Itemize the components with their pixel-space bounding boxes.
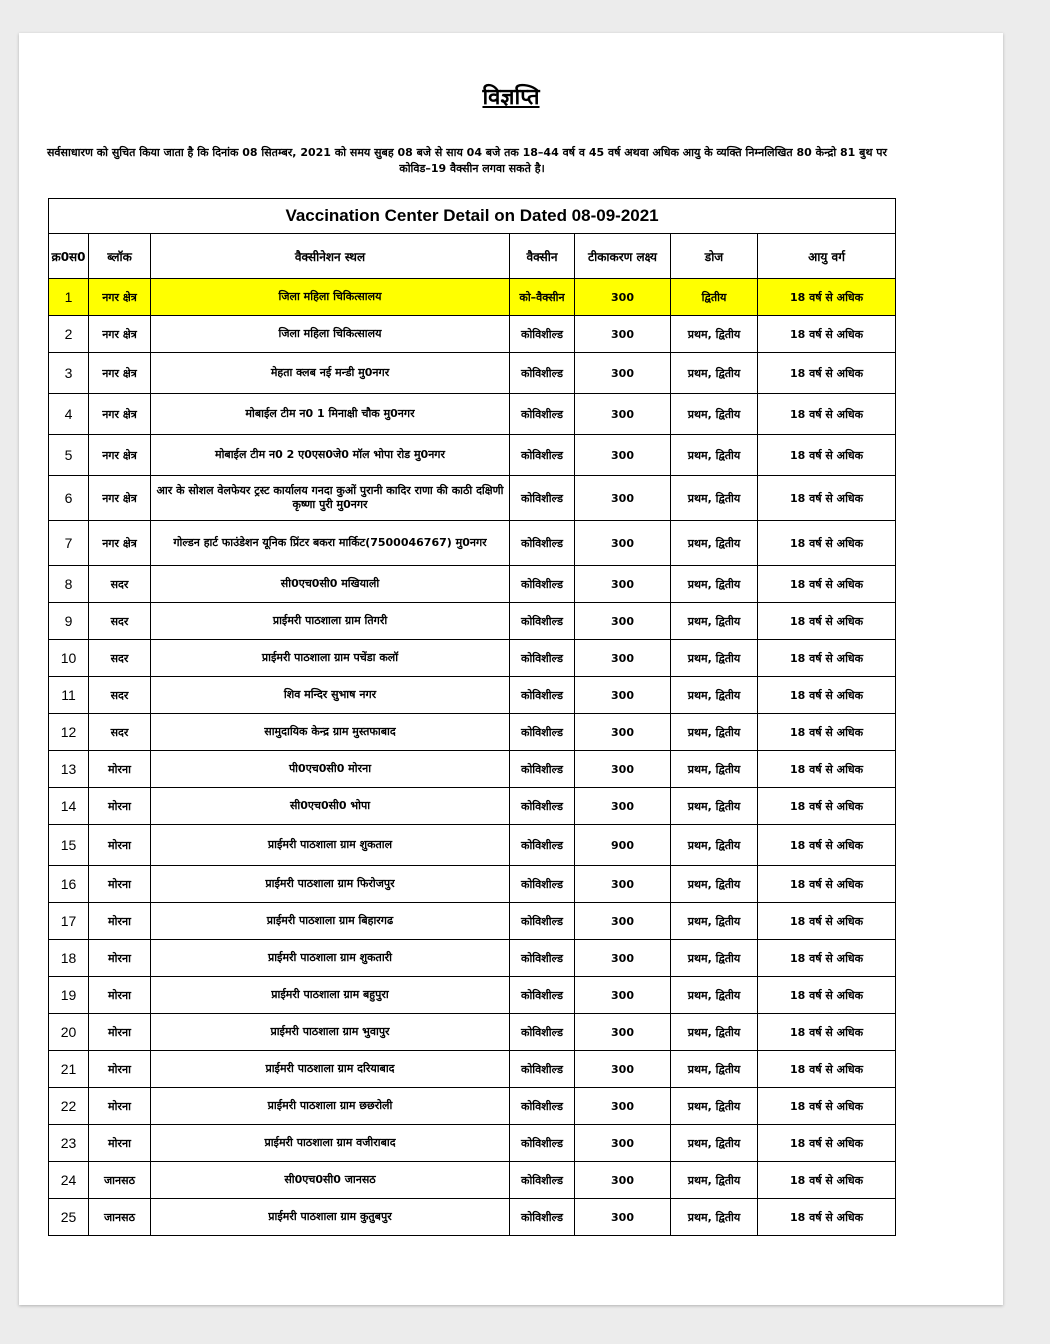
cell-target: 900 xyxy=(575,825,671,866)
cell-block: जानसठ xyxy=(89,1199,151,1236)
table-row xyxy=(49,825,896,866)
cell-dose: प्रथम, द्वितीय xyxy=(671,940,758,977)
cell-sn: 16 xyxy=(49,866,89,903)
cell-vaccine: कोविशील्ड xyxy=(510,788,575,825)
cell-vaccine: कोविशील्ड xyxy=(510,566,575,603)
cell-vaccine: कोविशील्ड xyxy=(510,940,575,977)
cell-vaccine: कोविशील्ड xyxy=(510,866,575,903)
cell-block: नगर क्षेत्र xyxy=(89,476,151,521)
table-row xyxy=(49,435,896,476)
cell-target: 300 xyxy=(575,714,671,751)
cell-site: प्राईमरी पाठशाला ग्राम वजीराबाद xyxy=(151,1125,510,1162)
cell-sn: 14 xyxy=(49,788,89,825)
cell-block: मोरना xyxy=(89,1014,151,1051)
cell-target: 300 xyxy=(575,1088,671,1125)
table-row xyxy=(49,566,896,603)
cell-sn: 24 xyxy=(49,1162,89,1199)
cell-target: 300 xyxy=(575,977,671,1014)
cell-sn: 7 xyxy=(49,521,89,566)
cell-block: सदर xyxy=(89,677,151,714)
cell-target: 300 xyxy=(575,316,671,353)
table-row xyxy=(49,788,896,825)
notice-line-1: सर्वसाधारण को सुचित किया जाता है कि दिनांक 08 सितम्बर, 2021 को समय सुबह 08 बजे से साय 04 बजे तक 18–44 वर्ष व 45 वर्ष अथवा अधिक आयु के व्यक्ति निम्नलिखित 80 केन्द्रो 81 बुथ पर xyxy=(47,146,888,159)
cell-dose: प्रथम, द्वितीय xyxy=(671,435,758,476)
table-row xyxy=(49,1199,896,1236)
document-page xyxy=(19,33,1003,1305)
cell-dose: प्रथम, द्वितीय xyxy=(671,866,758,903)
cell-target: 300 xyxy=(575,903,671,940)
header-vaccine: वैक्सीन xyxy=(510,234,575,279)
cell-vaccine: कोविशील्ड xyxy=(510,1199,575,1236)
cell-dose: प्रथम, द्वितीय xyxy=(671,1051,758,1088)
cell-block: नगर क्षेत्र xyxy=(89,279,151,316)
cell-sn: 12 xyxy=(49,714,89,751)
cell-vaccine: को–वैक्सीन xyxy=(510,279,575,316)
cell-dose: प्रथम, द्वितीय xyxy=(671,603,758,640)
cell-site: गोल्डन हार्ट फाउंडेशन यूनिक प्रिंटर बकरा मार्किट(7500046767) मु0नगर xyxy=(151,521,510,566)
cell-block: सदर xyxy=(89,640,151,677)
cell-age: 18 वर्ष से अधिक xyxy=(758,677,896,714)
cell-block: सदर xyxy=(89,566,151,603)
cell-age: 18 वर्ष से अधिक xyxy=(758,316,896,353)
table-row xyxy=(49,1014,896,1051)
cell-vaccine: कोविशील्ड xyxy=(510,316,575,353)
cell-block: नगर क्षेत्र xyxy=(89,435,151,476)
cell-block: सदर xyxy=(89,603,151,640)
cell-vaccine: कोविशील्ड xyxy=(510,521,575,566)
table-row xyxy=(49,1125,896,1162)
cell-target: 300 xyxy=(575,940,671,977)
cell-site: मोबाईल टीम न0 1 मिनाक्षी चौक मु0नगर xyxy=(151,394,510,435)
cell-site: सामुदायिक केन्द्र ग्राम मुस्तफाबाद xyxy=(151,714,510,751)
cell-target: 300 xyxy=(575,435,671,476)
cell-site: सी0एच0सी0 जानसठ xyxy=(151,1162,510,1199)
cell-age: 18 वर्ष से अधिक xyxy=(758,788,896,825)
vaccination-table xyxy=(48,198,896,1236)
cell-sn: 11 xyxy=(49,677,89,714)
notice-paragraph xyxy=(47,145,897,177)
cell-dose: प्रथम, द्वितीय xyxy=(671,521,758,566)
cell-block: मोरना xyxy=(89,940,151,977)
cell-dose: द्वितीय xyxy=(671,279,758,316)
cell-site: सी0एच0सी0 भोपा xyxy=(151,788,510,825)
cell-block: नगर क्षेत्र xyxy=(89,521,151,566)
cell-target: 300 xyxy=(575,521,671,566)
cell-target: 300 xyxy=(575,640,671,677)
cell-site: आर के सोशल वेलफेयर ट्रस्ट कार्यालय गनदा कुओं पुरानी कादिर राणा की काठी दक्षिणी कृष्णा पुरी मु0नगर xyxy=(151,476,510,521)
cell-vaccine: कोविशील्ड xyxy=(510,603,575,640)
cell-sn: 5 xyxy=(49,435,89,476)
cell-site: मोबाईल टीम न0 2 ए0एस0जे0 मॉल भोपा रोड मु0नगर xyxy=(151,435,510,476)
cell-site: मेहता क्लब नई मन्डी मु0नगर xyxy=(151,353,510,394)
cell-age: 18 वर्ष से अधिक xyxy=(758,866,896,903)
cell-target: 300 xyxy=(575,566,671,603)
cell-dose: प्रथम, द्वितीय xyxy=(671,1088,758,1125)
header-site: वैक्सीनेशन स्थल xyxy=(151,234,510,279)
cell-vaccine: कोविशील्ड xyxy=(510,714,575,751)
table-row xyxy=(49,316,896,353)
cell-target: 300 xyxy=(575,394,671,435)
cell-dose: प्रथम, द्वितीय xyxy=(671,1199,758,1236)
table-row xyxy=(49,714,896,751)
cell-sn: 22 xyxy=(49,1088,89,1125)
table-row xyxy=(49,476,896,521)
cell-age: 18 वर्ष से अधिक xyxy=(758,751,896,788)
cell-block: जानसठ xyxy=(89,1162,151,1199)
cell-age: 18 वर्ष से अधिक xyxy=(758,521,896,566)
cell-sn: 6 xyxy=(49,476,89,521)
cell-sn: 13 xyxy=(49,751,89,788)
cell-vaccine: कोविशील्ड xyxy=(510,977,575,1014)
cell-age: 18 वर्ष से अधिक xyxy=(758,435,896,476)
cell-sn: 15 xyxy=(49,825,89,866)
table-row xyxy=(49,640,896,677)
cell-dose: प्रथम, द्वितीय xyxy=(671,1162,758,1199)
cell-site: शिव मन्दिर सुभाष नगर xyxy=(151,677,510,714)
table-header-row xyxy=(49,234,896,279)
cell-site: सी0एच0सी0 मखियाली xyxy=(151,566,510,603)
table-row xyxy=(49,603,896,640)
cell-sn: 17 xyxy=(49,903,89,940)
cell-age: 18 वर्ष से अधिक xyxy=(758,1014,896,1051)
cell-block: मोरना xyxy=(89,866,151,903)
cell-age: 18 वर्ष से अधिक xyxy=(758,1125,896,1162)
cell-dose: प्रथम, द्वितीय xyxy=(671,677,758,714)
cell-sn: 4 xyxy=(49,394,89,435)
cell-block: मोरना xyxy=(89,751,151,788)
cell-age: 18 वर्ष से अधिक xyxy=(758,714,896,751)
table-row xyxy=(49,1162,896,1199)
cell-sn: 8 xyxy=(49,566,89,603)
table-title: Vaccination Center Detail on Dated 08-09-2021 xyxy=(49,199,896,234)
cell-target: 300 xyxy=(575,866,671,903)
cell-block: मोरना xyxy=(89,1051,151,1088)
cell-age: 18 वर्ष से अधिक xyxy=(758,1051,896,1088)
table-row xyxy=(49,751,896,788)
cell-age: 18 वर्ष से अधिक xyxy=(758,1199,896,1236)
header-sn: क्र0स0 xyxy=(49,234,89,279)
table-row xyxy=(49,977,896,1014)
cell-target: 300 xyxy=(575,751,671,788)
cell-block: मोरना xyxy=(89,903,151,940)
cell-sn: 19 xyxy=(49,977,89,1014)
cell-site: प्राईमरी पाठशाला ग्राम दरियाबाद xyxy=(151,1051,510,1088)
cell-block: मोरना xyxy=(89,1088,151,1125)
header-block: ब्लॉक xyxy=(89,234,151,279)
cell-target: 300 xyxy=(575,476,671,521)
cell-vaccine: कोविशील्ड xyxy=(510,677,575,714)
header-target: टीकाकरण लक्ष्य xyxy=(575,234,671,279)
cell-age: 18 वर्ष से अधिक xyxy=(758,394,896,435)
cell-block: सदर xyxy=(89,714,151,751)
cell-sn: 1 xyxy=(49,279,89,316)
cell-vaccine: कोविशील्ड xyxy=(510,1014,575,1051)
cell-site: प्राईमरी पाठशाला ग्राम बिहारगढ xyxy=(151,903,510,940)
cell-block: नगर क्षेत्र xyxy=(89,316,151,353)
cell-sn: 2 xyxy=(49,316,89,353)
cell-age: 18 वर्ष से अधिक xyxy=(758,603,896,640)
cell-age: 18 वर्ष से अधिक xyxy=(758,640,896,677)
cell-site: प्राईमरी पाठशाला ग्राम शुकताल xyxy=(151,825,510,866)
table-row xyxy=(49,940,896,977)
cell-vaccine: कोविशील्ड xyxy=(510,825,575,866)
cell-site: जिला महिला चिकित्सालय xyxy=(151,316,510,353)
cell-site: प्राईमरी पाठशाला ग्राम भुवापुर xyxy=(151,1014,510,1051)
cell-block: नगर क्षेत्र xyxy=(89,394,151,435)
header-dose: डोज xyxy=(671,234,758,279)
cell-age: 18 वर्ष से अधिक xyxy=(758,903,896,940)
cell-dose: प्रथम, द्वितीय xyxy=(671,714,758,751)
cell-sn: 20 xyxy=(49,1014,89,1051)
cell-block: नगर क्षेत्र xyxy=(89,353,151,394)
cell-vaccine: कोविशील्ड xyxy=(510,640,575,677)
page-heading xyxy=(19,81,1003,111)
cell-target: 300 xyxy=(575,1162,671,1199)
cell-target: 300 xyxy=(575,1199,671,1236)
cell-dose: प्रथम, द्वितीय xyxy=(671,751,758,788)
cell-age: 18 वर्ष से अधिक xyxy=(758,1088,896,1125)
cell-sn: 10 xyxy=(49,640,89,677)
cell-dose: प्रथम, द्वितीय xyxy=(671,788,758,825)
table-row xyxy=(49,1051,896,1088)
cell-site: प्राईमरी पाठशाला ग्राम तिगरी xyxy=(151,603,510,640)
cell-block: मोरना xyxy=(89,977,151,1014)
cell-vaccine: कोविशील्ड xyxy=(510,903,575,940)
cell-target: 300 xyxy=(575,1125,671,1162)
cell-dose: प्रथम, द्वितीय xyxy=(671,977,758,1014)
cell-site: पी0एच0सी0 मोरना xyxy=(151,751,510,788)
cell-block: मोरना xyxy=(89,788,151,825)
cell-dose: प्रथम, द्वितीय xyxy=(671,903,758,940)
cell-target: 300 xyxy=(575,353,671,394)
cell-dose: प्रथम, द्वितीय xyxy=(671,1125,758,1162)
cell-target: 300 xyxy=(575,603,671,640)
table-row xyxy=(49,677,896,714)
cell-dose: प्रथम, द्वितीय xyxy=(671,394,758,435)
cell-age: 18 वर्ष से अधिक xyxy=(758,977,896,1014)
heading-text: विज्ञप्ति xyxy=(482,85,540,110)
cell-dose: प्रथम, द्वितीय xyxy=(671,825,758,866)
cell-dose: प्रथम, द्वितीय xyxy=(671,566,758,603)
table-body xyxy=(49,279,896,1236)
cell-age: 18 वर्ष से अधिक xyxy=(758,566,896,603)
cell-target: 300 xyxy=(575,1014,671,1051)
cell-vaccine: कोविशील्ड xyxy=(510,1125,575,1162)
cell-target: 300 xyxy=(575,279,671,316)
cell-age: 18 वर्ष से अधिक xyxy=(758,1162,896,1199)
cell-target: 300 xyxy=(575,677,671,714)
cell-sn: 9 xyxy=(49,603,89,640)
header-age: आयु वर्ग xyxy=(758,234,896,279)
cell-vaccine: कोविशील्ड xyxy=(510,353,575,394)
cell-block: मोरना xyxy=(89,825,151,866)
cell-vaccine: कोविशील्ड xyxy=(510,1162,575,1199)
cell-target: 300 xyxy=(575,788,671,825)
cell-dose: प्रथम, द्वितीय xyxy=(671,1014,758,1051)
cell-age: 18 वर्ष से अधिक xyxy=(758,353,896,394)
table-row xyxy=(49,353,896,394)
cell-age: 18 वर्ष से अधिक xyxy=(758,279,896,316)
cell-site: प्राईमरी पाठशाला ग्राम कुतुबपुर xyxy=(151,1199,510,1236)
table-row xyxy=(49,521,896,566)
cell-vaccine: कोविशील्ड xyxy=(510,1088,575,1125)
table-row xyxy=(49,866,896,903)
cell-age: 18 वर्ष से अधिक xyxy=(758,940,896,977)
cell-dose: प्रथम, द्वितीय xyxy=(671,476,758,521)
table-row xyxy=(49,1088,896,1125)
cell-vaccine: कोविशील्ड xyxy=(510,476,575,521)
cell-sn: 18 xyxy=(49,940,89,977)
cell-site: प्राईमरी पाठशाला ग्राम पचेंडा कलॉ xyxy=(151,640,510,677)
table-row xyxy=(49,394,896,435)
cell-vaccine: कोविशील्ड xyxy=(510,394,575,435)
cell-site: जिला महिला चिकित्सालय xyxy=(151,279,510,316)
cell-age: 18 वर्ष से अधिक xyxy=(758,476,896,521)
cell-vaccine: कोविशील्ड xyxy=(510,1051,575,1088)
cell-sn: 25 xyxy=(49,1199,89,1236)
cell-block: मोरना xyxy=(89,1125,151,1162)
cell-sn: 3 xyxy=(49,353,89,394)
cell-sn: 21 xyxy=(49,1051,89,1088)
cell-age: 18 वर्ष से अधिक xyxy=(758,825,896,866)
table-row xyxy=(49,903,896,940)
cell-site: प्राईमरी पाठशाला ग्राम छछरोली xyxy=(151,1088,510,1125)
cell-vaccine: कोविशील्ड xyxy=(510,435,575,476)
cell-target: 300 xyxy=(575,1051,671,1088)
notice-line-2: कोविड–19 वैक्सीन लगवा सकते है। xyxy=(399,162,545,175)
cell-site: प्राईमरी पाठशाला ग्राम बहुपुरा xyxy=(151,977,510,1014)
cell-vaccine: कोविशील्ड xyxy=(510,751,575,788)
cell-dose: प्रथम, द्वितीय xyxy=(671,316,758,353)
cell-dose: प्रथम, द्वितीय xyxy=(671,353,758,394)
table-title-row xyxy=(49,199,896,234)
cell-site: प्राईमरी पाठशाला ग्राम शुकतारी xyxy=(151,940,510,977)
cell-dose: प्रथम, द्वितीय xyxy=(671,640,758,677)
cell-site: प्राईमरी पाठशाला ग्राम फिरोजपुर xyxy=(151,866,510,903)
cell-sn: 23 xyxy=(49,1125,89,1162)
table-row xyxy=(49,279,896,316)
